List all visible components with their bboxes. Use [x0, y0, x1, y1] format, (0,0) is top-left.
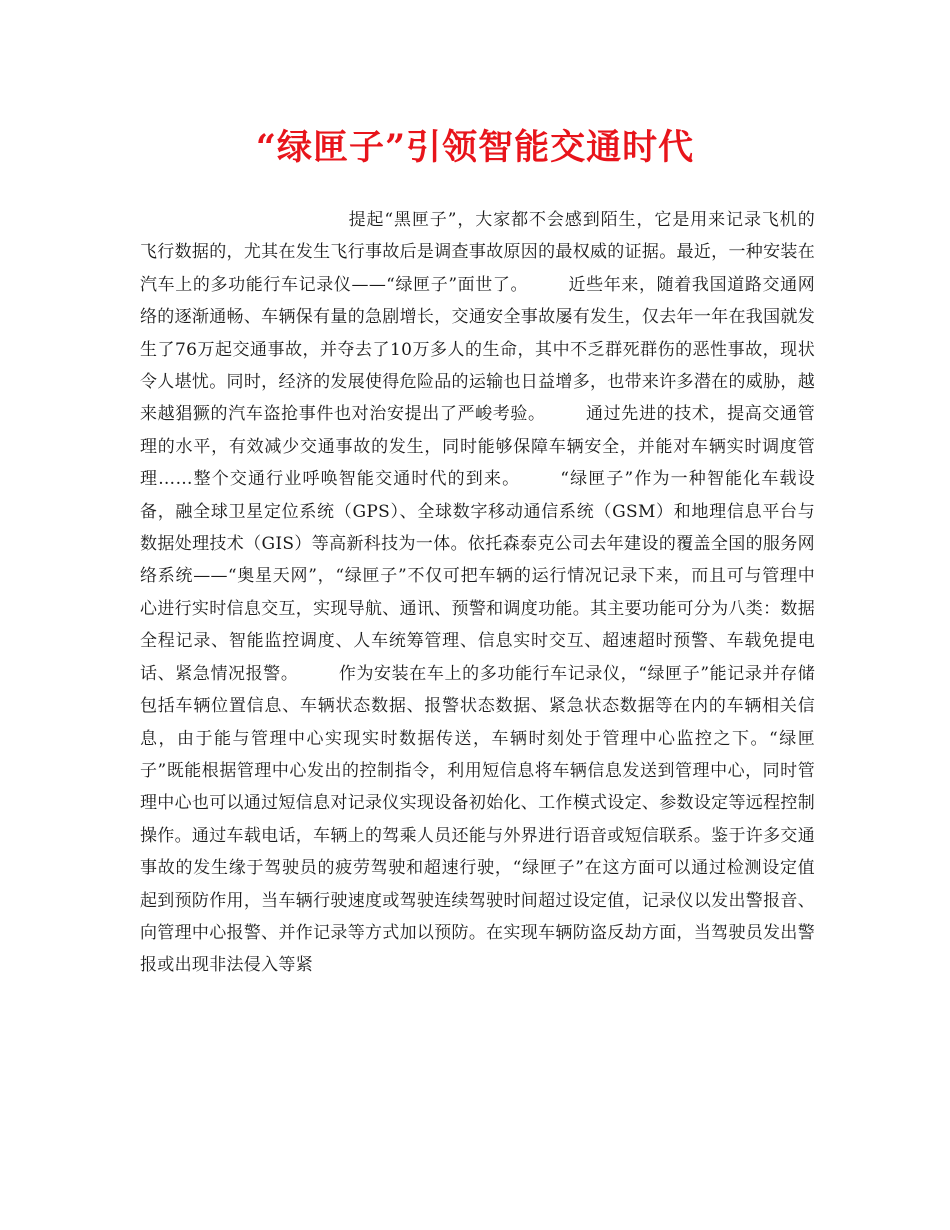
paragraph-5: 作为安装在车上的多功能行车记录仪，“绿匣子”能记录并存储包括车辆位置信息、车辆状态数据、报警状态数据、紧急状态数据等在内的车辆相关信息，由于能与管理中心实现实时数据传送，车辆时刻处于管理中心监控之下。“绿匣子”既能根据管理中心发出的控制指令，利用短信息将车辆信息发送到管理中心，同时管理中心也可以通过短信息对记录仪实现设备初始化、工作模式设定、参数设定等远程控制操作。通过车载电话，车辆上的驾乘人员还能与外界进行语音或短信联系。鉴于许多交通事故的发生缘于驾驶员的疲劳驾驶和超速行驶，“绿匣子”在这方面可以通过检测设定值起到预防作用，当车辆行驶速度或驾驶连续驾驶时间超过设定值，记录仪以发出警报音、向管理中心报警、并作记录等方式加以预防。在实现车辆防盗反劫方面，当驾驶员发出警报或出现非法侵入等紧	[140, 663, 816, 976]
paragraph-3: 通过先进的技术，提高交通管理的水平，有效减少交通事故的发生，同时能够保障车辆安全，并能对车辆实时调度管理……整个交通行业呼唤智能交通时代的到来。	[140, 404, 815, 490]
paragraph-1: 提起“黑匣子”，大家都不会感到陌生，它是用来记录飞机的飞行数据的，尤其在发生飞行事故后是调查事故原因的最权威的证据。最近，一种安装在汽车上的多功能行车记录仪——“绿匣子”面世了。	[140, 210, 815, 295]
document-body	[140, 204, 815, 982]
paragraph-4: “绿匣子”作为一种智能化车载设备，融全球卫星定位系统（GPS）、全球数字移动通信系统（GSM）和地理信息平台与数据处理技术（GIS）等高新科技为一体。依托森泰克公司去年建设的覆盖全国的服务网络系统——“奥星天网”，“绿匣子”不仅可把车辆的运行情况记录下来，而且可与管理中心进行实时信息交互，实现导航、通讯、预警和调度功能。其主要功能可分为八类：数据全程记录、智能监控调度、人车统筹管理、信息实时交互、超速超时预警、车载免提电话、紧急情况报警。	[140, 469, 815, 684]
paragraph-2: 近些年来，随着我国道路交通网络的逐渐通畅、车辆保有量的急剧增长，交通安全事故屡有发生，仅去年一年在我国就发生了76万起交通事故，并夺去了10万多人的生命，其中不乏群死群伤的恶性事故，现状令人堪忧。同时，经济的发展使得危险品的运输也日益增多，也带来许多潜在的威胁，越来越猖獗的汽车盗抢事件也对治安提出了严峻考验。	[140, 274, 816, 425]
document-title: “绿匣子”引领智能交通时代	[255, 127, 695, 168]
